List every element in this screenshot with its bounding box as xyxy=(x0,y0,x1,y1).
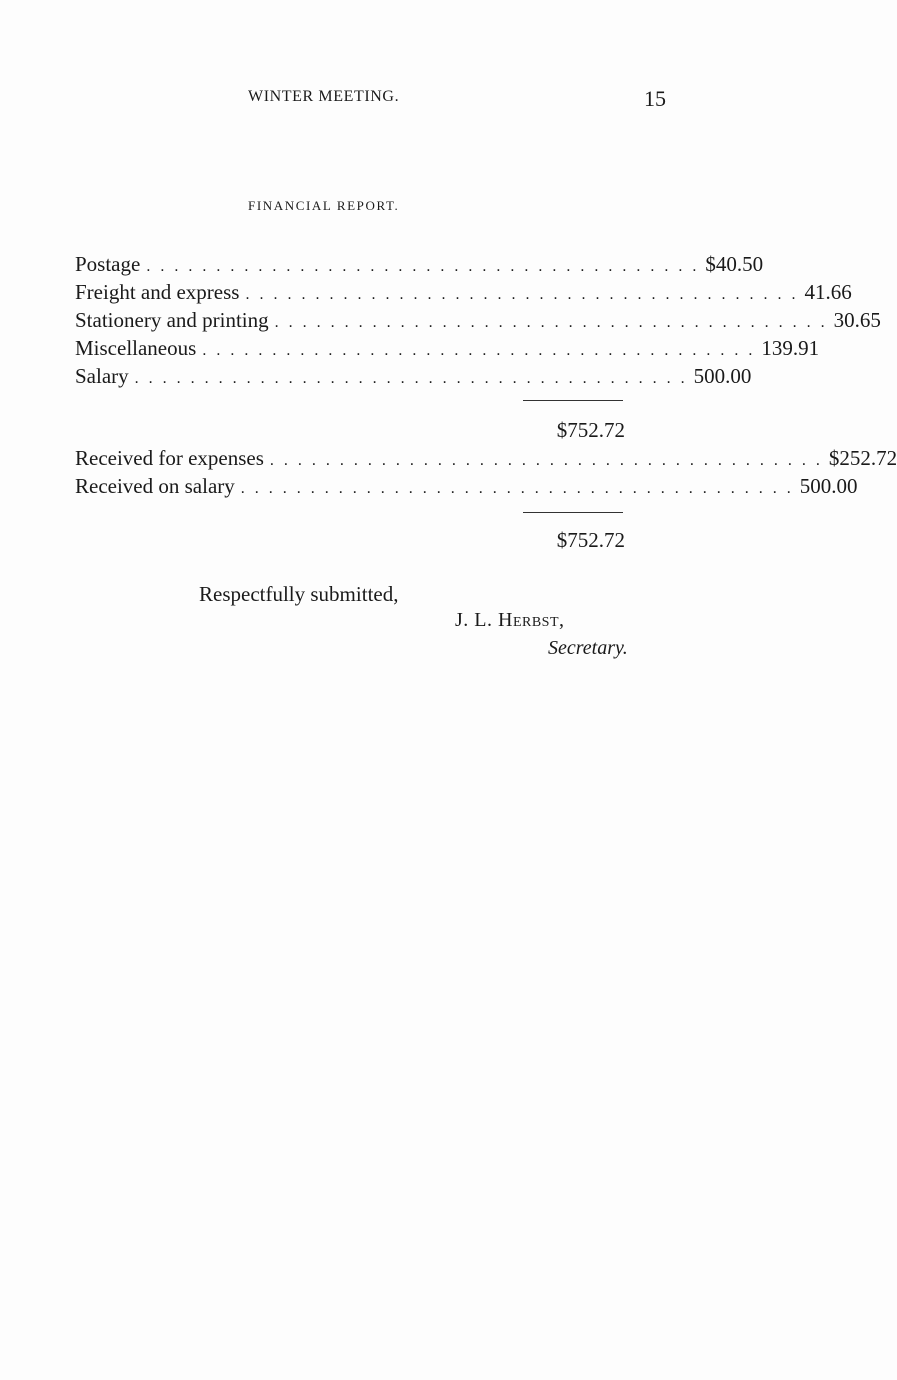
ledger-label: Stationery and printing xyxy=(75,308,269,332)
dot-leader: . . . . . . . . . . . . . . . . . . . . . . . . . . . . . . . . . . . . . . . . xyxy=(202,342,756,359)
ledger-row-stationery xyxy=(75,308,881,336)
ledger-row-received-expenses xyxy=(75,446,897,474)
ledger-row-miscellaneous xyxy=(75,336,820,364)
dot-leader: . . . . . . . . . . . . . . . . . . . . . . . . . . . . . . . . . . . . . . . . xyxy=(134,370,688,387)
ledger-amount: 500.00 xyxy=(799,474,858,498)
ledger-label: Freight and express xyxy=(75,280,240,304)
ledger-label: Miscellaneous xyxy=(75,336,197,360)
ledger-amount: $252.72 xyxy=(828,446,897,470)
closing-line: Respectfully submitted, xyxy=(199,582,399,606)
dot-leader: . . . . . . . . . . . . . . . . . . . . . . . . . . . . . . . . . . . . . . . . xyxy=(245,286,799,303)
ledger-amount: 30.65 xyxy=(833,308,881,332)
expenses-total: $752.72 xyxy=(556,418,625,442)
ledger-amount: 500.00 xyxy=(693,364,752,388)
ledger-row-freight xyxy=(75,280,852,308)
ledger-label: Received on salary xyxy=(75,474,235,498)
page-number: 15 xyxy=(644,86,666,111)
ledger-amount: 41.66 xyxy=(804,280,852,304)
receipts-total: $752.72 xyxy=(556,528,625,552)
ledger-label: Salary xyxy=(75,364,129,388)
dot-leader: . . . . . . . . . . . . . . . . . . . . . . . . . . . . . . . . . . . . . . . . xyxy=(274,314,828,331)
sum-rule xyxy=(523,512,623,513)
dot-leader: . . . . . . . . . . . . . . . . . . . . . . . . . . . . . . . . . . . . . . . . xyxy=(146,258,700,275)
ledger-label: Postage xyxy=(75,252,141,276)
ledger-amount: $40.50 xyxy=(705,252,764,276)
ledger-row-salary xyxy=(75,364,752,392)
ledger-row-postage xyxy=(75,252,764,280)
report-title: FINANCIAL REPORT. xyxy=(248,198,400,213)
sum-rule xyxy=(523,400,623,401)
dot-leader: . . . . . . . . . . . . . . . . . . . . . . . . . . . . . . . . . . . . . . . . xyxy=(240,480,794,497)
signer-name: J. L. Herbst, xyxy=(455,609,565,631)
running-head: WINTER MEETING. xyxy=(248,88,400,105)
ledger-amount: 139.91 xyxy=(761,336,820,360)
dot-leader: . . . . . . . . . . . . . . . . . . . . . . . . . . . . . . . . . . . . . . . . xyxy=(269,452,823,469)
signer-title: Secretary. xyxy=(548,637,628,659)
ledger-label: Received for expenses xyxy=(75,446,264,470)
ledger-row-received-salary xyxy=(75,474,858,502)
